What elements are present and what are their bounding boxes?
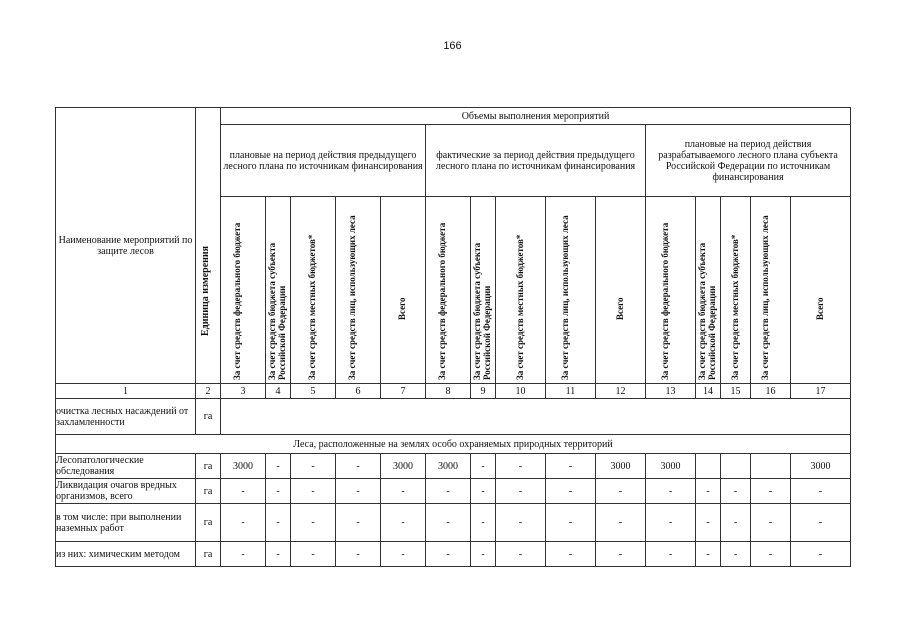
group-planned-current: плановые на период действия разрабатываемого лесного плана субъекта Российской Федерации по источникам финансирования [646,125,851,197]
value-cell: - [336,504,381,542]
value-cell: - [596,504,646,542]
forest-protection-table [55,107,851,567]
column-number: 7 [381,384,426,399]
value-cell: - [266,454,291,479]
row-name: Лесопатологические обследования [56,454,196,479]
value-cell [696,454,721,479]
table-row [56,454,851,479]
volumes-title: Объемы выполнения мероприятий [221,108,851,125]
value-cell: - [696,542,721,567]
value-cell: - [471,504,496,542]
value-cell: - [336,542,381,567]
value-cell: - [221,542,266,567]
value-cell: 3000 [381,454,426,479]
value-cell: - [221,504,266,542]
row-unit: га [196,542,221,567]
value-cell: - [496,504,546,542]
table-row [56,479,851,504]
value-cell: - [546,454,596,479]
column-number: 9 [471,384,496,399]
value-cell: - [791,479,851,504]
value-cell: - [291,542,336,567]
row-unit: га [196,479,221,504]
table-row [56,399,851,435]
page-number: 166 [443,40,462,52]
value-cell: - [751,504,791,542]
column-number-row [56,384,851,399]
value-cell: - [426,504,471,542]
value-cell: - [546,479,596,504]
value-cell: - [426,542,471,567]
column-number: 17 [791,384,851,399]
value-cell [721,454,751,479]
column-number: 16 [751,384,791,399]
value-cell: - [721,542,751,567]
table-row [56,504,851,542]
row-name: в том числе: при выполнении наземных работ [56,504,196,542]
value-cell: 3000 [426,454,471,479]
column-header-unit: Единица измерения [196,108,221,384]
value-cell: - [791,504,851,542]
column-number: 1 [56,384,196,399]
value-cell: - [496,542,546,567]
subcol-federal: За счет средств федерального бюджета [426,197,471,384]
subcol-local: За счет средств местных бюджетов* [721,197,751,384]
empty-cell [221,399,851,435]
column-number: 14 [696,384,721,399]
subcol-regional: За счет средств бюджета субъекта Российской Федерации [471,197,496,384]
section-row [56,435,851,454]
subcol-federal: За счет средств федерального бюджета [221,197,266,384]
row-unit: га [196,399,221,435]
subcol-users: За счет средств лиц, использующих леса [546,197,596,384]
column-number: 2 [196,384,221,399]
column-number: 11 [546,384,596,399]
section-title: Леса, расположенные на землях особо охраняемых природных территорий [56,435,851,454]
subcol-users: За счет средств лиц, использующих леса [751,197,791,384]
value-cell: - [751,542,791,567]
row-name: Ликвидация очагов вредных организмов, всего [56,479,196,504]
subcol-regional: За счет средств бюджета субъекта Российской Федерации [696,197,721,384]
column-number: 3 [221,384,266,399]
column-number: 8 [426,384,471,399]
value-cell: - [721,479,751,504]
column-number: 13 [646,384,696,399]
subcol-local: За счет средств местных бюджетов* [291,197,336,384]
column-number: 6 [336,384,381,399]
value-cell: - [646,542,696,567]
value-cell: - [696,479,721,504]
group-actual-previous: фактические за период действия предыдущего лесного плана по источникам финансирования [426,125,646,197]
table-row [56,542,851,567]
subcol-regional: За счет средств бюджета субъекта Российской Федерации [266,197,291,384]
subcol-total: Всего [596,197,646,384]
value-cell: 3000 [791,454,851,479]
value-cell: 3000 [596,454,646,479]
value-cell: - [336,479,381,504]
value-cell: - [721,504,751,542]
value-cell: - [496,454,546,479]
column-number: 12 [596,384,646,399]
value-cell: - [596,479,646,504]
value-cell: - [546,542,596,567]
value-cell: - [471,479,496,504]
column-number: 15 [721,384,751,399]
value-cell: - [471,454,496,479]
subcol-total: Всего [791,197,851,384]
value-cell: - [221,479,266,504]
value-cell: - [266,542,291,567]
value-cell: - [471,542,496,567]
value-cell: - [791,542,851,567]
value-cell: - [266,504,291,542]
subcol-users: За счет средств лиц, использующих леса [336,197,381,384]
group-planned-previous: плановые на период действия предыдущего лесного плана по источникам финансирования [221,125,426,197]
value-cell: - [596,542,646,567]
row-unit: га [196,454,221,479]
value-cell: - [381,479,426,504]
subcol-total: Всего [381,197,426,384]
value-cell: - [381,504,426,542]
column-header-name: Наименование мероприятий по защите лесов [56,108,196,384]
subcol-local: За счет средств местных бюджетов* [496,197,546,384]
value-cell: - [496,479,546,504]
row-unit: га [196,504,221,542]
subcol-federal: За счет средств федерального бюджета [646,197,696,384]
value-cell: - [751,479,791,504]
value-cell: - [266,479,291,504]
column-number: 4 [266,384,291,399]
column-number: 5 [291,384,336,399]
value-cell: 3000 [646,454,696,479]
value-cell: - [646,504,696,542]
value-cell: - [336,454,381,479]
value-cell: 3000 [221,454,266,479]
value-cell: - [426,479,471,504]
value-cell: - [696,504,721,542]
row-name: из них: химическим методом [56,542,196,567]
value-cell: - [291,454,336,479]
value-cell: - [546,504,596,542]
value-cell [751,454,791,479]
value-cell: - [646,479,696,504]
value-cell: - [291,479,336,504]
column-number: 10 [496,384,546,399]
value-cell: - [291,504,336,542]
value-cell: - [381,542,426,567]
row-name: очистка лесных насаждений от захламленности [56,399,196,435]
